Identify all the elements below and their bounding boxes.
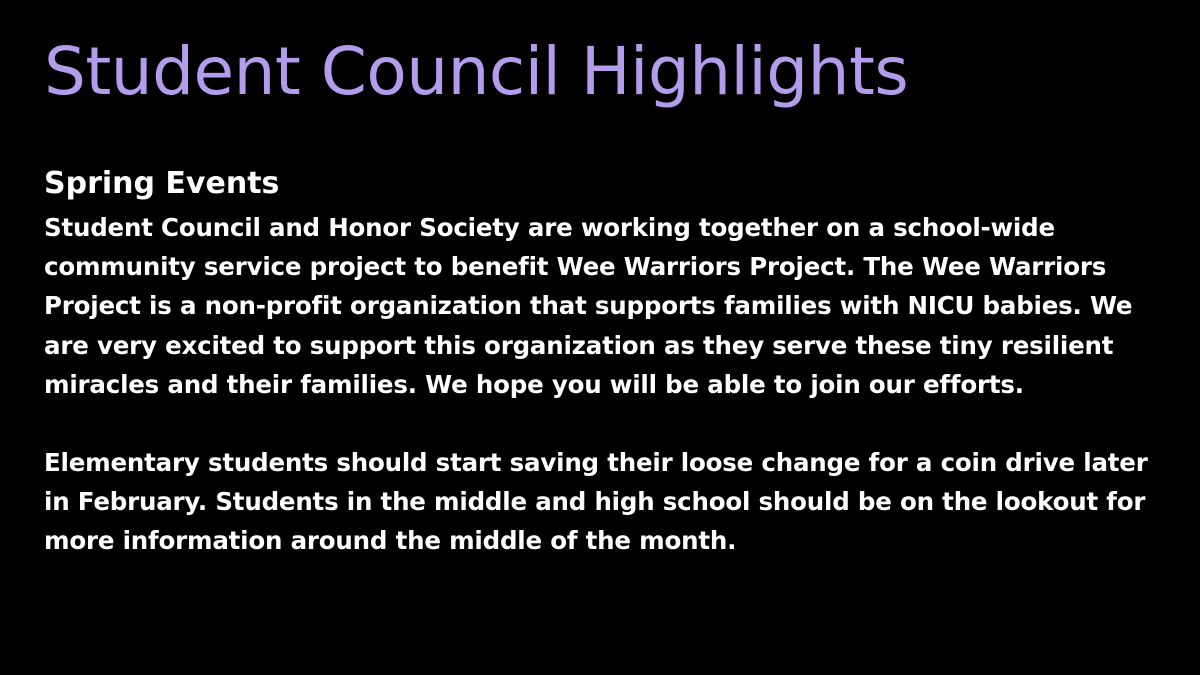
slide-title: Student Council Highlights: [44, 33, 909, 110]
body-paragraph-coin-drive: Elementary students should start saving their loose change for a coin drive later in February. Students in the middle and high school should be on the lookout for more information around the middle of the month.: [44, 448, 1148, 556]
body-paragraph-service-project: Student Council and Honor Society are working together on a school-wide community service project to benefit Wee Warriors Project. The Wee Warriors Project is a non-profit organization that supports families with NICU babies. We are very excited to support this organization as they serve these tiny resilient miracles and their families. We hope you will be able to join our efforts.: [44, 213, 1133, 399]
slide-body: [44, 208, 1174, 561]
section-heading: Spring Events: [44, 166, 280, 201]
